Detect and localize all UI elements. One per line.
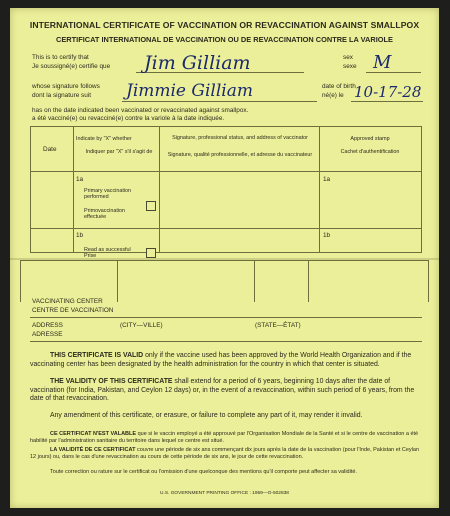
primary-checkbox[interactable] (146, 201, 156, 211)
col-stamp-en: Approved stamp (350, 136, 390, 142)
statement-en: has on the date indicated been vaccinated or revaccinated against smallpox. (32, 107, 249, 114)
sex-label-fr: sexe (343, 63, 357, 70)
holder-name: Jim Gilliam (144, 52, 251, 74)
notice-validity-text: only if the vaccine used has been approved by the World Health Organization and if the vaccinating center has been designated by the health administration for the country in which that center is situated. (30, 352, 412, 368)
primary-label-fr: Primovaccination effectuée (84, 208, 126, 221)
sex-value: M (373, 52, 392, 73)
col-signature-fr: Signature, qualité professionnelle, et adresse du vaccinateur (167, 152, 313, 158)
holder-signature: Jimmie Gilliam (126, 81, 253, 101)
col-date: Date (43, 146, 57, 153)
row-1a-stamp-label: 1a (323, 176, 331, 183)
notice-fr-period-lead: LA VALIDITÉ DE CE CERTIFICAT (50, 447, 136, 453)
notice-amendment: Any amendment of this certificate, or erasure, or failure to complete any part of it, may render it invalid. (50, 412, 363, 419)
signature-label-en: whose signature follows (32, 83, 100, 90)
title-french: CERTIFICAT INTERNATIONAL DE VACCINATION OU DE REVACCINATION CONTRE LA VARIOLE (56, 35, 393, 44)
primary-label-en: Primary vaccination performed (84, 188, 132, 201)
center-label-en: VACCINATING CENTER (32, 298, 103, 305)
notice-validity (30, 352, 422, 369)
col-indicate-en: Indicate by "X" whether (76, 136, 132, 142)
notice-validity-lead: THIS CERTIFICATE IS VALID (50, 352, 144, 359)
notice-fr-validity (30, 431, 422, 444)
row-1b-stamp-label: 1b (323, 232, 331, 239)
notice-fr-period (30, 447, 422, 460)
signature-label-fr: dont la signature suit (32, 92, 91, 99)
col-indicate-fr: Indiquer par "X" s'il s'agit de (85, 149, 153, 155)
read-checkbox[interactable] (146, 248, 156, 258)
row-1b-label: 1b (76, 232, 84, 239)
certify-label-en: This is to certify that (32, 54, 89, 61)
notice-period (30, 378, 422, 404)
title-english: INTERNATIONAL CERTIFICATE OF VACCINATION OR REVACCINATION AGAINST SMALLPOX (29, 20, 420, 30)
printing-office-footer: U.S. GOVERNMENT PRINTING OFFICE : 1959—O-502838 (160, 491, 289, 496)
notice-fr-validity-lead: CE CERTIFICAT N'EST VALABLE (50, 431, 137, 437)
state-label: (STATE—ÉTAT) (255, 322, 301, 329)
address-label-fr: ADRESSE (32, 331, 63, 338)
read-label-fr: Prise (84, 253, 97, 259)
sex-label-en: sex (343, 54, 353, 61)
statement-fr: a été vacciné(e) ou revacciné(e) contre la variole à la date indiquée. (32, 115, 225, 122)
dob-value: 10-17-28 (354, 83, 422, 101)
dob-label-fr: né(e) le (322, 92, 344, 99)
notice-fr-amendment: Toute correction ou rature sur le certificat ou l'omission d'une quelconque des mentions qu'il comporte peut affecter sa validité. (50, 469, 357, 475)
notice-fr-validity-text: que si le vaccin employé a été approuvé par l'Organisation Mondiale de la Santé et si le centre de vaccination a été habilité par l'administration sanitaire du territoire dans lequel ce centre est situé. (30, 431, 419, 444)
center-label-fr: CENTRE DE VACCINATION (32, 307, 114, 314)
address-label-en: ADDRESS (32, 322, 63, 329)
col-signature-en: Signature, professional status, and address of vaccinator (172, 135, 308, 141)
col-stamp-fr: Cachet d'authentification (340, 149, 400, 155)
vaccination-certificate (10, 8, 439, 508)
row-1a-label: 1a (76, 176, 84, 183)
dob-label-en: date of birth (322, 83, 356, 90)
read-label-en: Read as successful (84, 247, 131, 253)
certify-label-fr: Je soussigné(e) certifie que (32, 63, 111, 70)
notice-period-text: shall extend for a period of 6 years, beginning 10 days after the date of vaccination (for India, Pakistan, and Ceylon 12 days) or, in the event of a revaccination, within such period of 6 years, from the date of that revaccination. (30, 378, 415, 403)
notice-fr-period-text: couvre une période de six ans commençant dix jours après la date de la vaccination (pour l'Inde, Pakistan et Ceylan 12 jours) ou, dans le cas d'une revaccination au cours de cette période de six ans, le jour de cette revaccination. (30, 447, 419, 460)
city-label: (CITY—VILLE) (120, 322, 163, 329)
notice-period-lead: THE VALIDITY OF THIS CERTIFICATE (50, 378, 173, 385)
